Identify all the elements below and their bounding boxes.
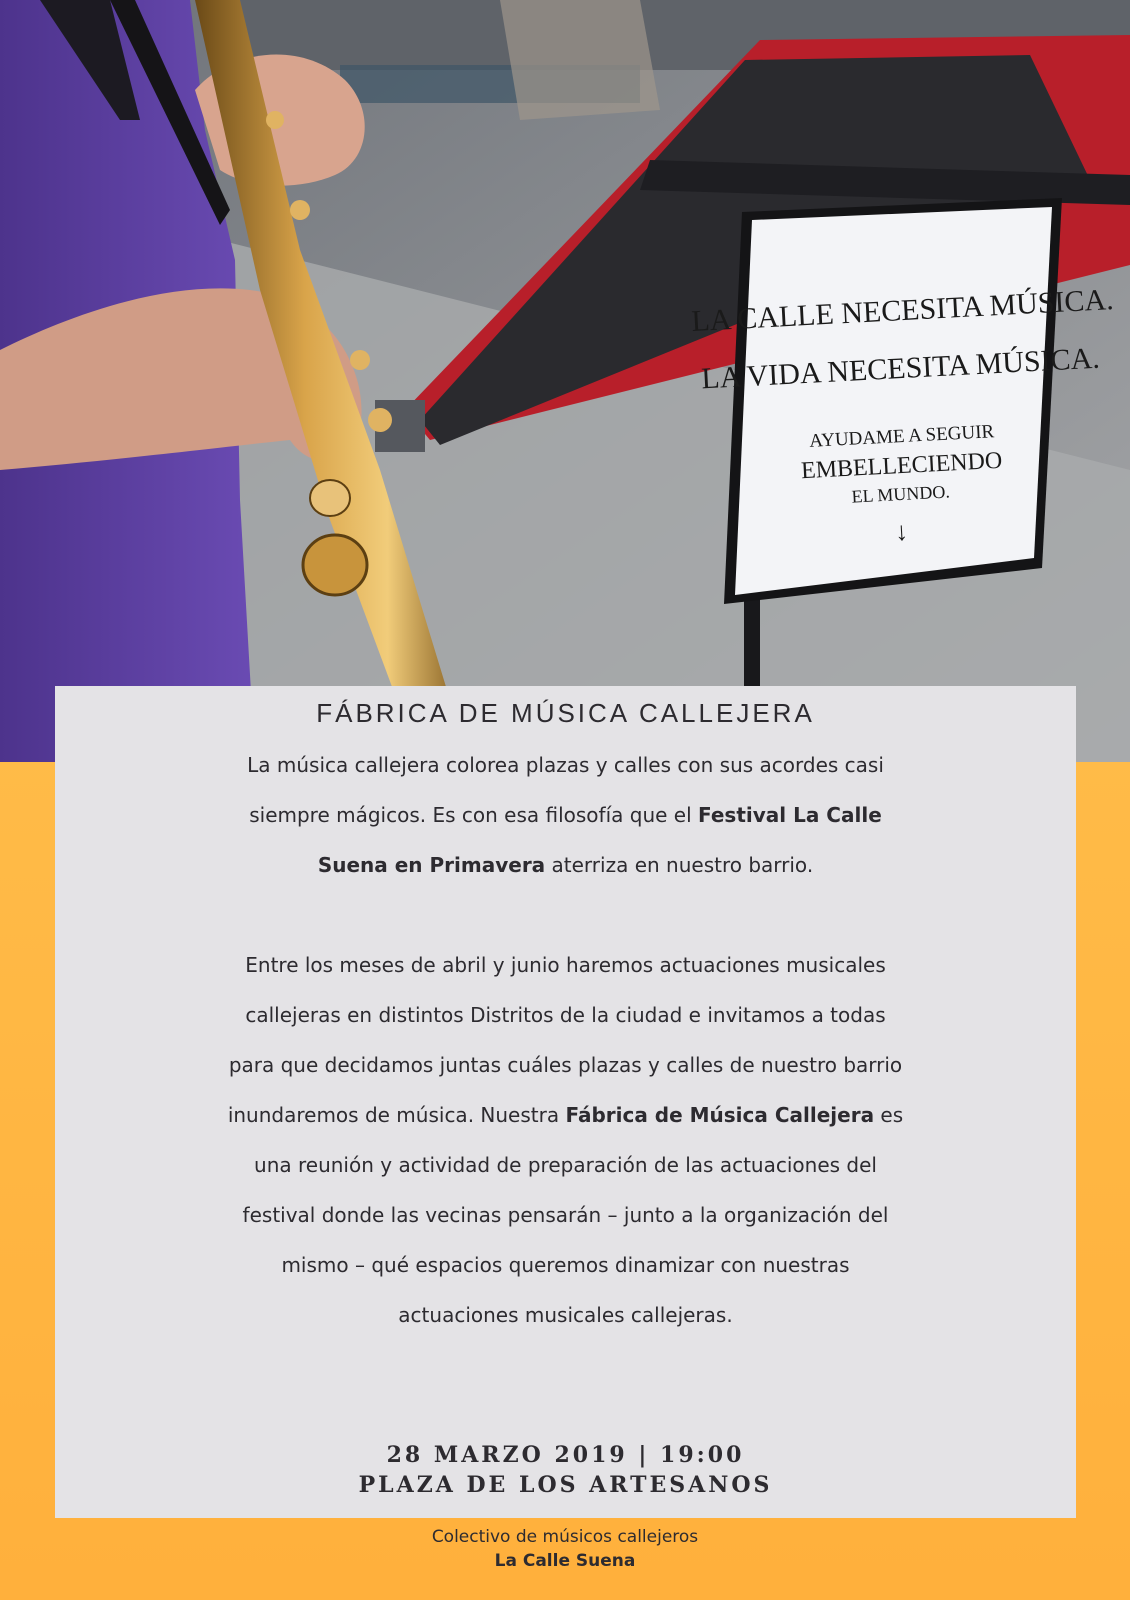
- svg-text:AYUDAME A SEGUIR: AYUDAME A SEGUIR: [808, 421, 995, 452]
- svg-text:↓: ↓: [894, 516, 909, 547]
- footer-organization: La Calle Suena: [494, 1551, 636, 1571]
- details-text-2: es una reunión y actividad de preparación de las actuaciones del festival donde las vecinas pensarán – junto a la organización del mismo – qué espacios queremos dinamizar con nuestras actuaciones musicales callejeras.: [242, 1103, 904, 1327]
- event-date-time: 28 MARZO 2019 | 19:00: [386, 1442, 745, 1468]
- svg-text:LA CALLE NECESITA MÚSICA.: LA CALLE NECESITA MÚSICA.: [690, 282, 1115, 339]
- intro-text-1: La música callejera colorea plazas y calles con sus acordes casi siempre mágicos. Es con esa filosofía que el: [247, 753, 884, 827]
- details-event-name: Fábrica de Música Callejera: [565, 1103, 875, 1127]
- intro-paragraph: [225, 740, 906, 890]
- street-musician-photo: [0, 0, 1130, 762]
- card-title: FÁBRICA DE MÚSICA CALLEJERA: [316, 698, 815, 728]
- svg-text:LA VIDA NECESITA MÚSICA.: LA VIDA NECESITA MÚSICA.: [700, 341, 1101, 396]
- intro-text-2: aterriza en nuestro barrio.: [545, 853, 814, 877]
- details-paragraph: [225, 940, 906, 1340]
- svg-text:EL MUNDO.: EL MUNDO.: [851, 481, 951, 507]
- details-text-1: Entre los meses de abril y junio haremos actuaciones musicales callejeras en distintos Distritos de la ciudad e invitamos a todas para que decidamos juntas cuáles plazas y calles de nuestro barrio inundaremos de música. Nuestra: [227, 953, 903, 1127]
- intro-festival-name: Festival La Calle Suena en Primavera: [317, 803, 882, 877]
- footer-collective: Colectivo de músicos callejeros: [431, 1527, 699, 1547]
- info-card: [55, 686, 1076, 1518]
- event-location: PLAZA DE LOS ARTESANOS: [358, 1472, 773, 1498]
- svg-text:EMBELLECIENDO: EMBELLECIENDO: [800, 447, 1003, 485]
